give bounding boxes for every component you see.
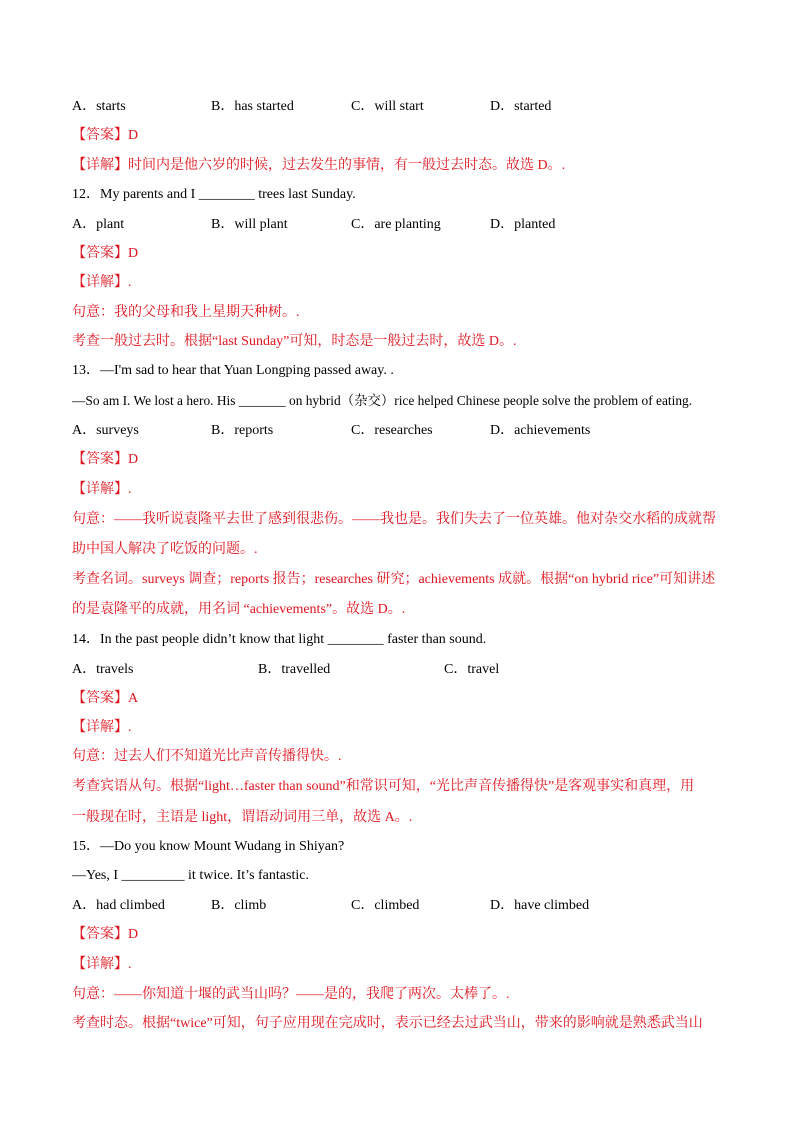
q12-meaning: 句意：我的父母和我上星期天种树。. — [72, 305, 300, 320]
q13-stem-line2: —So am I. We lost a hero. His _______ on hybrid（杂交）rice helped Chinese people solve the problem of eating. — [72, 393, 693, 408]
q12-option-c: C．are planting — [351, 217, 441, 232]
q14-analysis-line2: 一般现在时，主语是 light，谓语动词用三单，故选 A。. — [72, 810, 413, 825]
q14-option-b: B．travelled — [258, 662, 331, 677]
q15-analysis-line1: 考查时态。根据“twice”可知，句子应用现在完成时，表示已经去过武当山，带来的影响就是熟悉武当山 — [72, 1016, 703, 1031]
q12-option-b: B．will plant — [211, 217, 288, 232]
q14-option-c: C．travel — [444, 662, 500, 677]
q13-analysis-line2: 的是袁隆平的成就，用名词 “achievements”。故选 D。. — [72, 602, 406, 617]
q13-option-d: D．achievements — [490, 423, 591, 438]
q14-detail-label: 【详解】. — [72, 720, 132, 735]
q15-answer: 【答案】D — [72, 927, 139, 942]
q13-stem-line1: 13．—I'm sad to hear that Yuan Longping passed away. . — [72, 363, 394, 378]
q15-meaning: 句意：——你知道十堰的武当山吗？——是的，我爬了两次。太棒了。. — [72, 987, 510, 1002]
q14-stem: 14．In the past people didn’t know that light ________ faster than sound. — [72, 632, 487, 647]
q13-option-b: B．reports — [211, 423, 274, 438]
q13-detail-label: 【详解】. — [72, 482, 132, 497]
q14-option-a: A．travels — [72, 662, 134, 677]
q12-detail-label: 【详解】. — [72, 275, 132, 290]
q14-meaning: 句意：过去人们不知道光比声音传播得快。. — [72, 749, 342, 764]
q15-detail-label: 【详解】. — [72, 957, 132, 972]
q11-detail: 【详解】时间内是他六岁的时候，过去发生的事情，有一般过去时态。故选 D。. — [72, 158, 566, 173]
q11-answer: 【答案】D — [72, 128, 139, 143]
q15-option-b: B．climb — [211, 898, 267, 913]
q13-meaning-line1: 句意：——我听说袁隆平去世了感到很悲伤。——我也是。我们失去了一位英雄。他对杂交水稻的成就帮 — [72, 512, 716, 527]
q12-option-a: A．plant — [72, 217, 125, 232]
q12-option-d: D．planted — [490, 217, 556, 232]
q15-option-d: D．have climbed — [490, 898, 590, 913]
q15-stem-line2: —Yes, I _________ it twice. It’s fantastic. — [72, 868, 309, 883]
q11-option-c: C．will start — [351, 99, 424, 114]
q13-option-a: A．surveys — [72, 423, 139, 438]
q11-option-a: A．starts — [72, 99, 126, 114]
q11-option-b: B．has started — [211, 99, 294, 114]
q12-answer: 【答案】D — [72, 246, 139, 261]
q13-answer: 【答案】D — [72, 452, 139, 467]
q15-stem-line1: 15．—Do you know Mount Wudang in Shiyan? — [72, 839, 345, 854]
q11-option-d: D．started — [490, 99, 552, 114]
q15-option-a: A．had climbed — [72, 898, 165, 913]
q13-option-c: C．researches — [351, 423, 433, 438]
q14-analysis-line1: 考查宾语从句。根据“light…faster than sound”和常识可知，“光比声音传播得快”是客观事实和真理，用 — [72, 779, 695, 794]
q14-answer: 【答案】A — [72, 691, 139, 706]
q15-option-c: C．climbed — [351, 898, 420, 913]
q13-analysis-line1: 考查名词。surveys 调查；reports 报告；researches 研究；achievements 成就。根据“on hybrid rice”可知讲述 — [72, 572, 716, 587]
q12-analysis: 考查一般过去时。根据“last Sunday”可知，时态是一般过去时，故选 D。. — [72, 334, 517, 349]
q13-meaning-line2: 助中国人解决了吃饭的问题。. — [72, 542, 258, 557]
q12-stem: 12．My parents and I ________ trees last Sunday. — [72, 187, 356, 202]
